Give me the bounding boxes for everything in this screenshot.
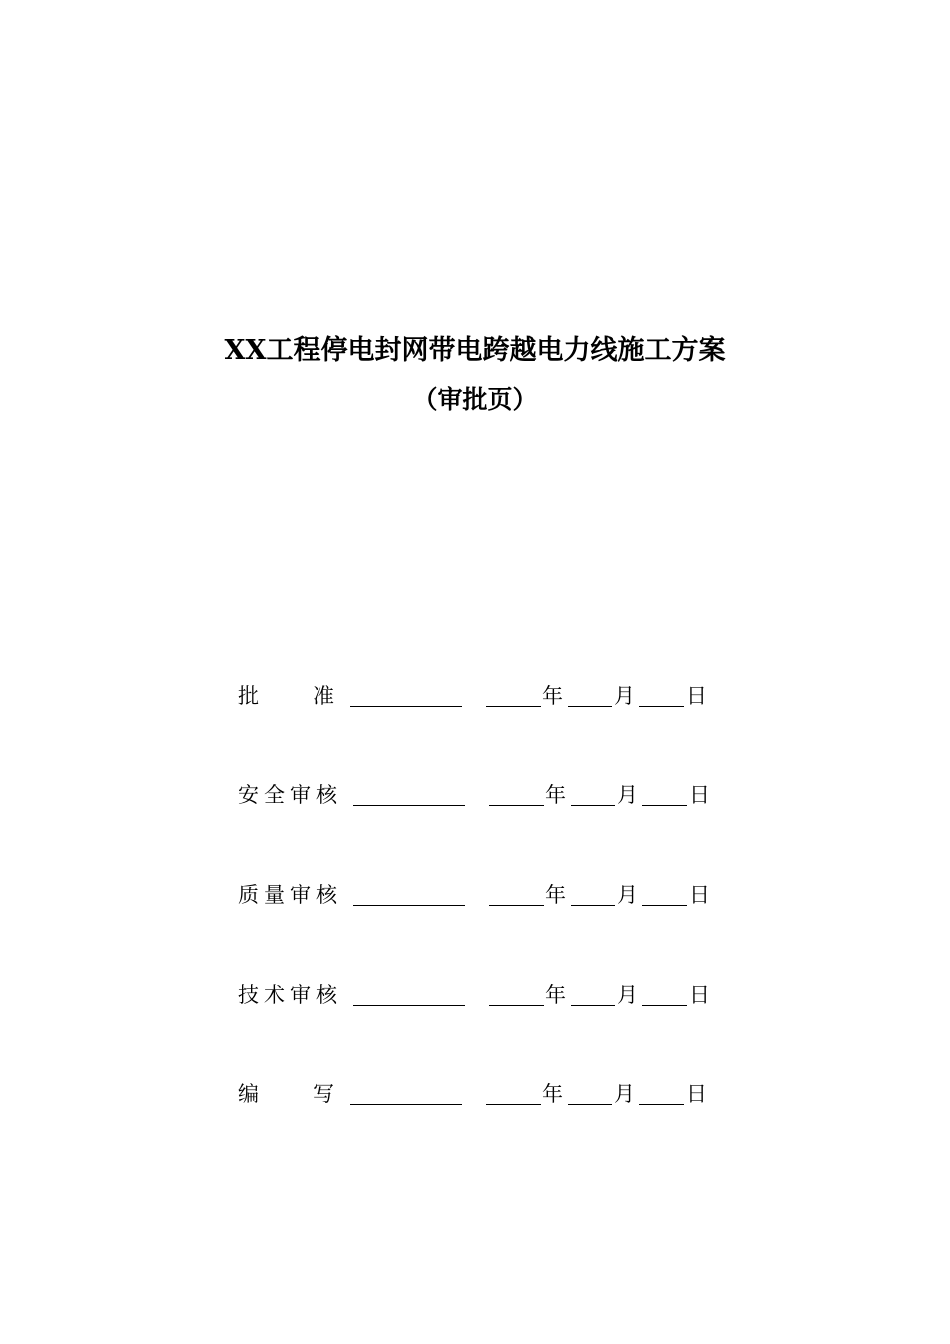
day-label: 日 [686, 1082, 707, 1106]
year-label: 年 [545, 783, 566, 807]
month-line[interactable] [568, 1104, 612, 1105]
day-line[interactable] [642, 905, 687, 906]
month-label: 月 [614, 684, 635, 708]
document-title: XX工程停电封网带电跨越电力线施工方案 [224, 335, 726, 366]
month-line[interactable] [571, 1005, 615, 1006]
year-line[interactable] [489, 905, 544, 906]
signature-line[interactable] [350, 1104, 462, 1105]
day-line[interactable] [639, 1104, 684, 1105]
month-line[interactable] [568, 706, 612, 707]
day-label: 日 [686, 684, 707, 708]
signature-line[interactable] [350, 706, 462, 707]
day-label: 日 [689, 783, 710, 807]
signature-label: 批 准 [238, 684, 334, 708]
month-label: 月 [617, 983, 638, 1007]
signature-line[interactable] [353, 1005, 465, 1006]
signature-line[interactable] [353, 905, 465, 906]
signature-label: 编 写 [238, 1082, 334, 1106]
month-label: 月 [617, 783, 638, 807]
month-label: 月 [617, 883, 638, 907]
year-line[interactable] [486, 1104, 541, 1105]
year-label: 年 [542, 684, 563, 708]
month-label: 月 [614, 1082, 635, 1106]
document-subtitle: （审批页） [412, 385, 538, 414]
year-label: 年 [542, 1082, 563, 1106]
signature-line[interactable] [353, 805, 465, 806]
day-line[interactable] [639, 706, 684, 707]
day-line[interactable] [642, 1005, 687, 1006]
signature-label: 质量审核 [238, 883, 342, 907]
month-line[interactable] [571, 805, 615, 806]
year-line[interactable] [489, 1005, 544, 1006]
day-line[interactable] [642, 805, 687, 806]
signature-label: 安全审核 [238, 783, 342, 807]
year-label: 年 [545, 883, 566, 907]
year-line[interactable] [486, 706, 541, 707]
year-line[interactable] [489, 805, 544, 806]
year-label: 年 [545, 983, 566, 1007]
day-label: 日 [689, 883, 710, 907]
signature-label: 技术审核 [238, 983, 342, 1007]
day-label: 日 [689, 983, 710, 1007]
month-line[interactable] [571, 905, 615, 906]
